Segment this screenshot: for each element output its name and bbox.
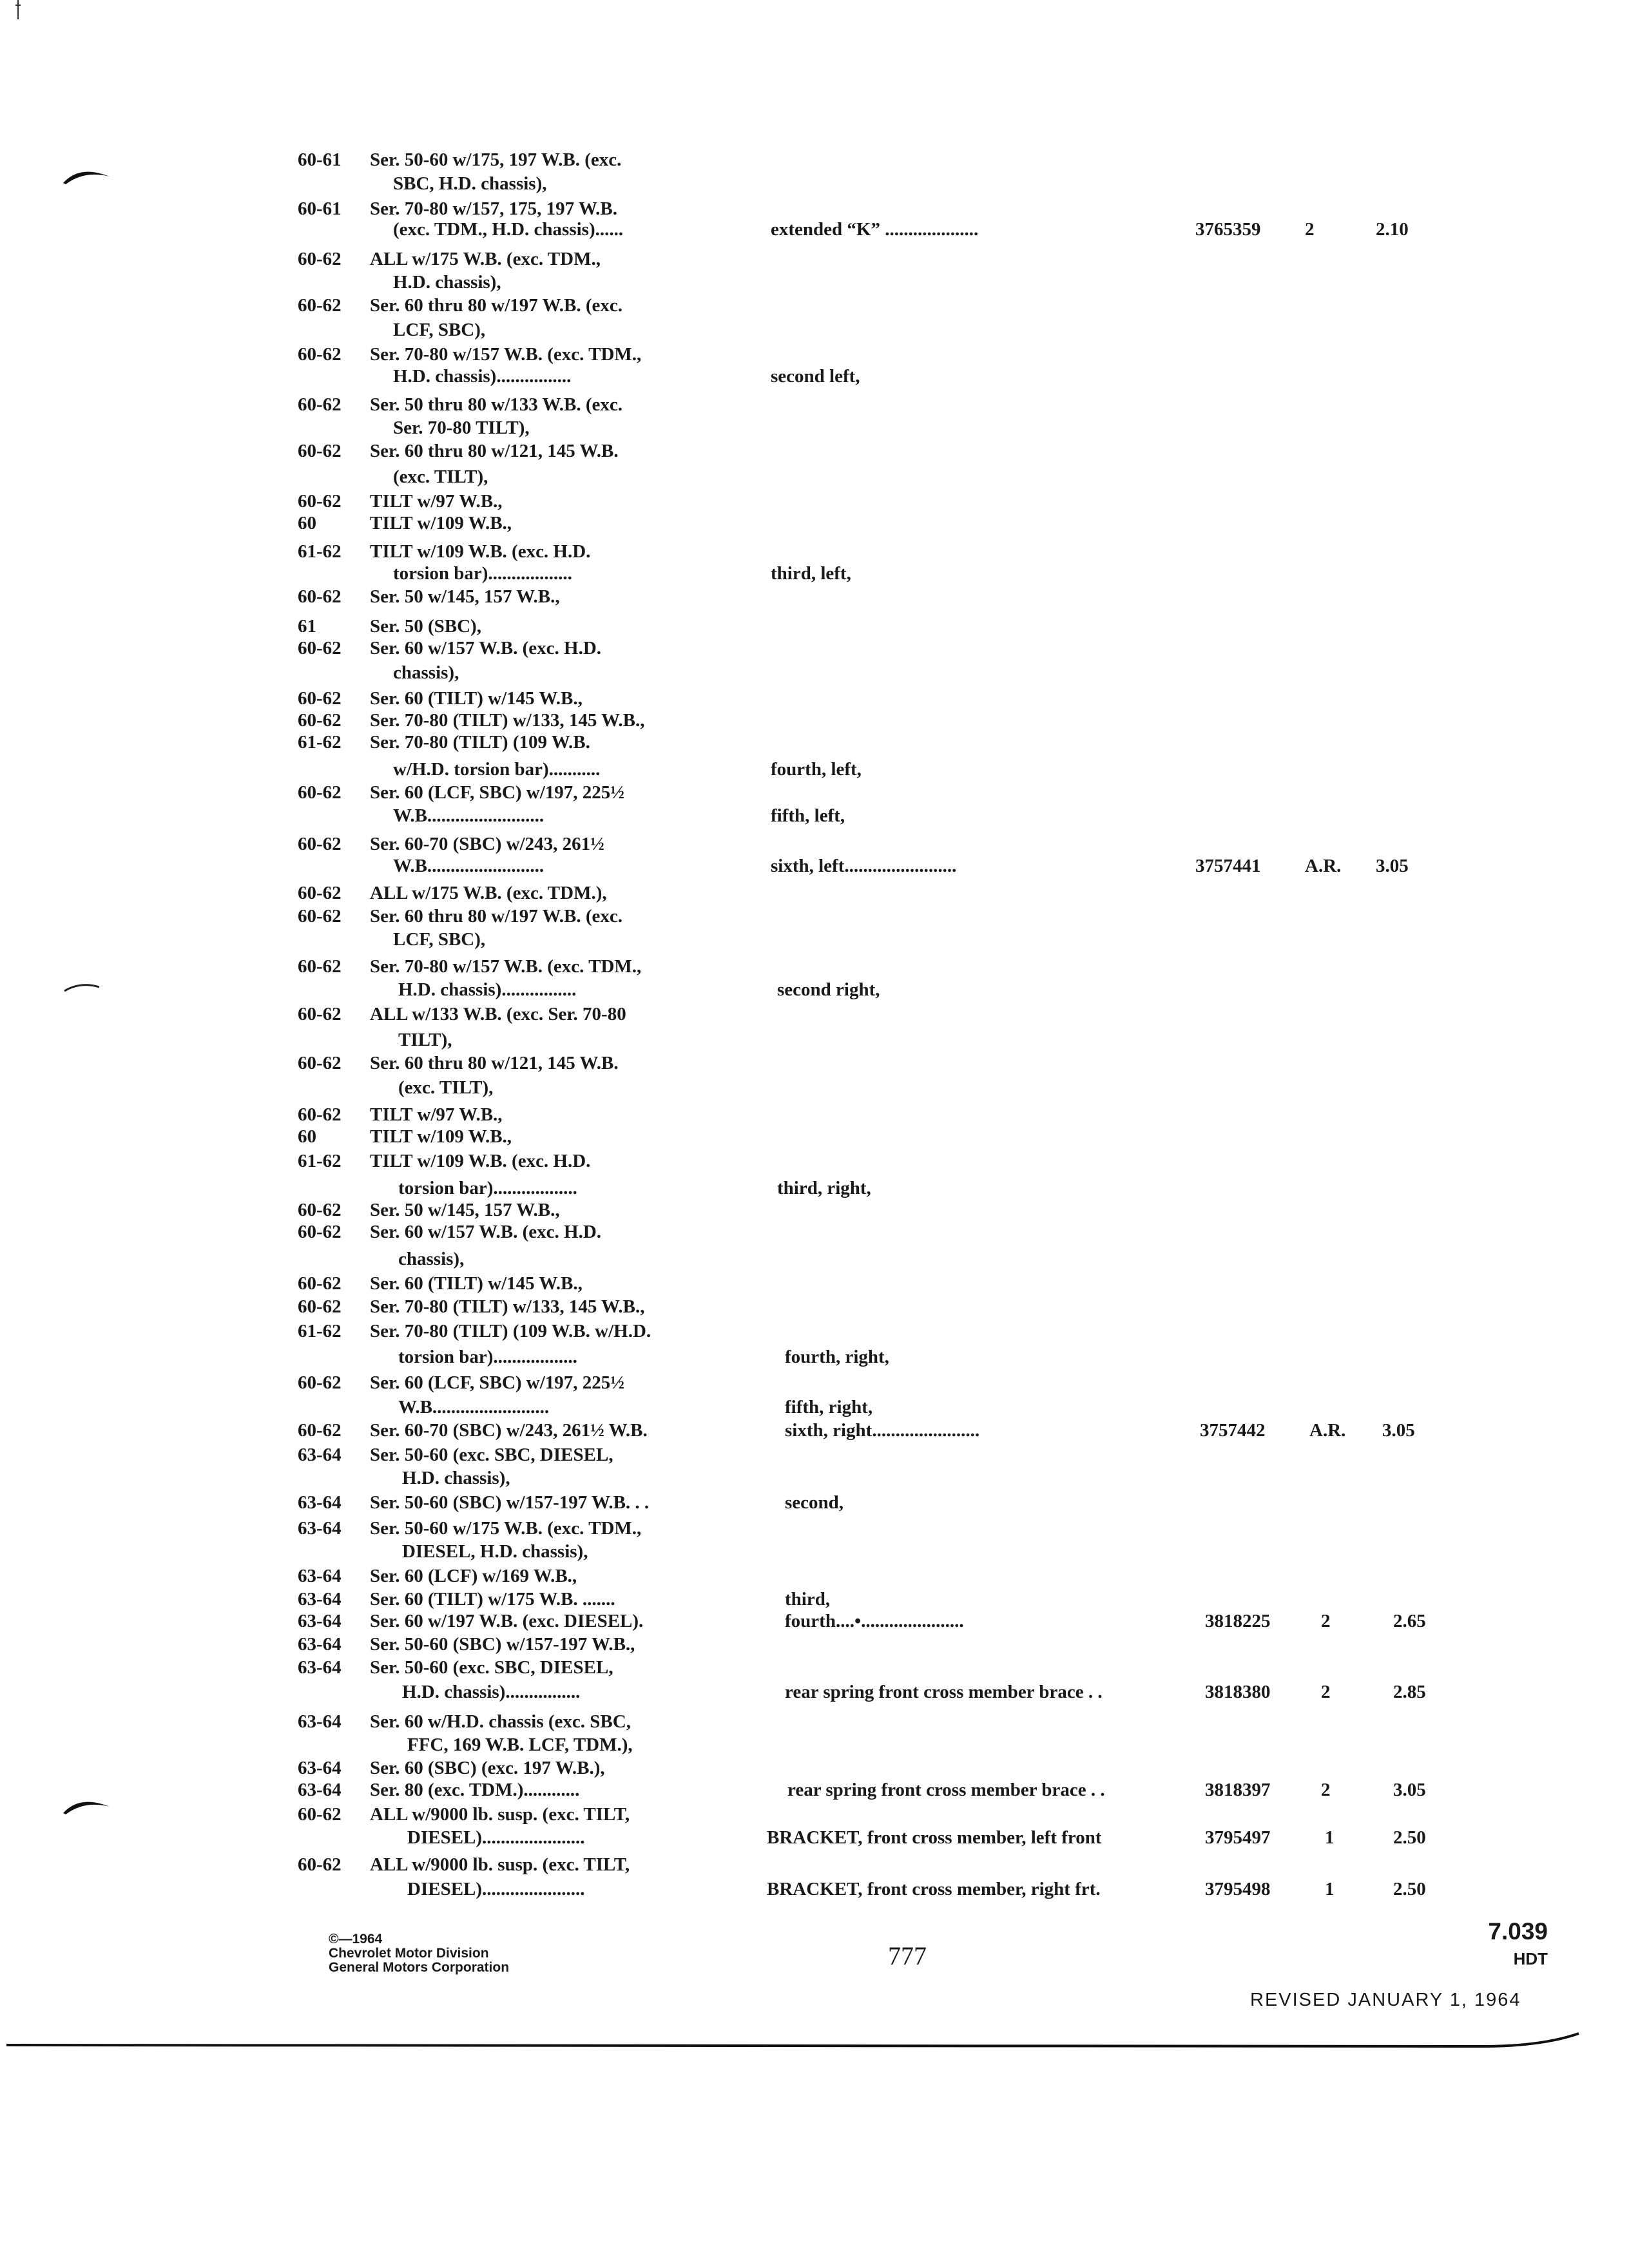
part-description: second right,	[777, 979, 880, 1000]
table-row	[0, 171, 1629, 197]
application-text: Ser. 50 (SBC),	[370, 616, 481, 637]
application-text: Ser. 60 thru 80 w/121, 145 W.B.	[370, 1053, 619, 1073]
application-text: LCF, SBC),	[393, 320, 486, 340]
part-description: fourth....•......................	[785, 1611, 964, 1631]
application-text: Ser. 50 w/145, 157 W.B.,	[370, 586, 560, 607]
application-text: torsion bar)..................	[398, 1347, 577, 1367]
year-range: 60-62	[298, 1804, 342, 1825]
table-row	[0, 1050, 1629, 1076]
table-row	[0, 927, 1629, 952]
application-text: w/H.D. torsion bar)...........	[393, 759, 601, 780]
price: 3.05	[1382, 1420, 1415, 1441]
application-text: Ser. 70-80 TILT),	[393, 418, 530, 438]
part-number: 3757441	[1195, 856, 1261, 876]
year-range: 61-62	[298, 1151, 342, 1171]
application-text: H.D. chassis)................	[402, 1682, 581, 1702]
part-description: fourth, left,	[771, 759, 862, 780]
quantity: 1	[1325, 1879, 1335, 1899]
application-text: TILT w/97 W.B.,	[370, 491, 503, 512]
year-range: 60-62	[298, 638, 342, 658]
application-text: H.D. chassis)................	[398, 979, 577, 1000]
part-number: 3795498	[1205, 1879, 1271, 1899]
quantity: 2	[1321, 1780, 1331, 1800]
application-text: TILT w/109 W.B. (exc. H.D.	[370, 1151, 591, 1171]
application-text: Ser. 60-70 (SBC) w/243, 261½	[370, 834, 604, 854]
table-row	[0, 1370, 1629, 1396]
year-range: 60-62	[298, 710, 342, 731]
application-text: W.B.........................	[393, 856, 545, 876]
application-text: (exc. TDM., H.D. chassis)......	[393, 219, 624, 240]
application-text: Ser. 50-60 w/175, 197 W.B. (exc.	[370, 149, 622, 170]
year-range: 61-62	[298, 541, 342, 562]
application-text: ALL w/175 W.B. (exc. TDM.),	[370, 883, 607, 903]
year-range: 60-62	[298, 956, 342, 977]
application-text: Ser. 60 w/H.D. chassis (exc. SBC,	[370, 1711, 631, 1732]
application-text: Ser. 60 (LCF, SBC) w/197, 225½	[370, 1372, 625, 1393]
table-row	[0, 1802, 1629, 1827]
part-number: 3818397	[1205, 1780, 1271, 1800]
table-row	[0, 660, 1629, 686]
application-text: torsion bar)..................	[398, 1178, 577, 1198]
table-row	[0, 1608, 1629, 1634]
year-range: 63-64	[298, 1566, 342, 1586]
year-range: 60-62	[298, 344, 342, 365]
table-row	[0, 1294, 1629, 1320]
application-text: H.D. chassis),	[402, 1468, 510, 1488]
table-row	[0, 1318, 1629, 1344]
price: 2.50	[1393, 1879, 1426, 1899]
table-row	[0, 635, 1629, 661]
application-text: Ser. 70-80 (TILT) w/133, 145 W.B.,	[370, 710, 645, 731]
application-text: Ser. 70-80 (TILT) (109 W.B. w/H.D.	[370, 1321, 651, 1341]
table-row	[0, 1418, 1629, 1443]
application-text: ALL w/175 W.B. (exc. TDM.,	[370, 249, 601, 269]
application-text: LCF, SBC),	[393, 929, 486, 950]
part-description: second,	[785, 1492, 844, 1513]
year-range: 60	[298, 513, 316, 533]
year-range: 60-61	[298, 198, 342, 219]
table-row	[0, 1852, 1629, 1878]
application-text: Ser. 70-80 w/157, 175, 197 W.B.	[370, 198, 618, 219]
application-text: TILT w/109 W.B. (exc. H.D.	[370, 541, 591, 562]
year-range: 60-62	[298, 1296, 342, 1317]
application-text: TILT),	[398, 1030, 452, 1050]
application-text: Ser. 60-70 (SBC) w/243, 261½ W.B.	[370, 1420, 648, 1441]
application-text: H.D. chassis),	[393, 272, 501, 293]
application-text: Ser. 70-80 w/157 W.B. (exc. TDM.,	[370, 344, 642, 365]
table-row	[0, 216, 1629, 242]
application-text: Ser. 70-80 w/157 W.B. (exc. TDM.,	[370, 956, 642, 977]
part-number: 3818380	[1205, 1682, 1271, 1702]
year-range: 60-62	[298, 1420, 342, 1441]
application-text: Ser. 60 w/157 W.B. (exc. H.D.	[370, 1222, 602, 1242]
table-row	[0, 903, 1629, 929]
table-row	[0, 1001, 1629, 1027]
quantity: 2	[1321, 1611, 1331, 1631]
part-description: third, right,	[777, 1178, 871, 1198]
table-row	[0, 1394, 1629, 1420]
table-row	[0, 1490, 1629, 1515]
price: 2.65	[1393, 1611, 1426, 1631]
application-text: TILT w/109 W.B.,	[370, 1126, 512, 1147]
part-description: BRACKET, front cross member, left front	[767, 1827, 1102, 1848]
year-range: 60-62	[298, 1372, 342, 1393]
application-text: ALL w/9000 lb. susp. (exc. TILT,	[370, 1804, 630, 1825]
application-text: Ser. 60 w/197 W.B. (exc. DIESEL).	[370, 1611, 644, 1631]
part-description: third,	[785, 1589, 831, 1610]
part-number: 3765359	[1195, 219, 1261, 240]
part-number: 3818225	[1205, 1611, 1271, 1631]
table-row	[0, 1246, 1629, 1272]
table-row	[0, 269, 1629, 295]
application-text: Ser. 60 (LCF, SBC) w/197, 225½	[370, 782, 625, 803]
table-row	[0, 880, 1629, 906]
price: 2.50	[1393, 1827, 1426, 1848]
table-row	[0, 1631, 1629, 1657]
table-row	[0, 246, 1629, 272]
page-number: 777	[888, 1941, 927, 1970]
table-row	[0, 147, 1629, 173]
year-range: 61	[298, 616, 316, 637]
application-text: Ser. 50 w/145, 157 W.B.,	[370, 1200, 560, 1220]
table-row	[0, 1709, 1629, 1735]
table-row	[0, 756, 1629, 782]
table-row	[0, 1148, 1629, 1174]
table-row	[0, 464, 1629, 490]
application-text: Ser. 60 (TILT) w/145 W.B.,	[370, 688, 583, 709]
copyright-line: ©—1964	[329, 1932, 383, 1946]
table-row	[0, 977, 1629, 1003]
table-row	[0, 729, 1629, 755]
year-range: 63-64	[298, 1711, 342, 1732]
year-range: 60-62	[298, 883, 342, 903]
application-text: chassis),	[398, 1249, 465, 1269]
part-number: 3795497	[1205, 1827, 1271, 1848]
table-row	[0, 1563, 1629, 1589]
footer-rule	[0, 2030, 1629, 2055]
table-row	[0, 561, 1629, 586]
table-row	[0, 1825, 1629, 1850]
year-range: 60-62	[298, 1222, 342, 1242]
table-row	[0, 1124, 1629, 1149]
section-suffix: HDT	[1513, 1949, 1548, 1968]
price: 3.05	[1376, 856, 1409, 876]
year-range: 60-62	[298, 1053, 342, 1073]
year-range: 60-62	[298, 688, 342, 709]
application-text: Ser. 60 (TILT) w/175 W.B. .......	[370, 1589, 615, 1610]
part-description: fourth, right,	[785, 1347, 889, 1367]
year-range: 61-62	[298, 732, 342, 753]
application-text: DIESEL)......................	[407, 1827, 585, 1848]
corner-mark	[12, 0, 24, 22]
table-row	[0, 415, 1629, 441]
application-text: W.B.........................	[393, 805, 545, 826]
table-row	[0, 1271, 1629, 1296]
price: 3.05	[1393, 1780, 1426, 1800]
table-row	[0, 780, 1629, 805]
application-text: Ser. 70-80 (TILT) w/133, 145 W.B.,	[370, 1296, 645, 1317]
application-text: Ser. 50-60 (SBC) w/157-197 W.B. . .	[370, 1492, 650, 1513]
year-range: 63-64	[298, 1518, 342, 1539]
table-row	[0, 1465, 1629, 1491]
application-text: Ser. 50 thru 80 w/133 W.B. (exc.	[370, 394, 623, 415]
table-row	[0, 584, 1629, 610]
application-text: (exc. TILT),	[398, 1077, 494, 1098]
application-text: TILT w/97 W.B.,	[370, 1104, 503, 1125]
section-code: 7.039	[1488, 1918, 1548, 1945]
table-row	[0, 293, 1629, 318]
application-text: Ser. 60 (LCF) w/169 W.B.,	[370, 1566, 577, 1586]
year-range: 60-61	[298, 149, 342, 170]
part-description: second left,	[771, 366, 860, 387]
table-row	[0, 1515, 1629, 1541]
application-text: Ser. 60 thru 80 w/121, 145 W.B.	[370, 441, 619, 461]
table-row	[0, 1777, 1629, 1803]
price: 2.85	[1393, 1682, 1426, 1702]
application-text: W.B.........................	[398, 1397, 550, 1418]
table-row	[0, 1539, 1629, 1564]
table-row	[0, 1442, 1629, 1468]
table-row	[0, 1655, 1629, 1680]
year-range: 63-64	[298, 1657, 342, 1678]
table-row	[0, 853, 1629, 879]
table-row	[0, 363, 1629, 389]
table-row	[0, 1344, 1629, 1370]
table-row	[0, 1732, 1629, 1758]
year-range: 63-64	[298, 1758, 342, 1778]
application-text: ALL w/9000 lb. susp. (exc. TILT,	[370, 1854, 630, 1875]
part-description: rear spring front cross member brace . .	[785, 1682, 1103, 1702]
quantity: A.R.	[1309, 1420, 1346, 1441]
table-row	[0, 392, 1629, 418]
copyright-division: Chevrolet Motor Division	[329, 1946, 489, 1961]
year-range: 60-62	[298, 1273, 342, 1294]
application-text: Ser. 60 (SBC) (exc. 197 W.B.),	[370, 1758, 605, 1778]
application-text: (exc. TILT),	[393, 466, 488, 487]
year-range: 60-62	[298, 1200, 342, 1220]
application-text: Ser. 60 thru 80 w/197 W.B. (exc.	[370, 295, 623, 316]
year-range: 60-62	[298, 1004, 342, 1024]
application-text: DIESEL, H.D. chassis),	[402, 1541, 588, 1562]
part-description: third, left,	[771, 563, 851, 584]
application-text: Ser. 50-60 (exc. SBC, DIESEL,	[370, 1445, 613, 1465]
part-description: fifth, left,	[771, 805, 845, 826]
table-row	[0, 803, 1629, 829]
application-text: Ser. 60 (TILT) w/145 W.B.,	[370, 1273, 583, 1294]
application-text: torsion bar)..................	[393, 563, 572, 584]
application-text: Ser. 50-60 (exc. SBC, DIESEL,	[370, 1657, 613, 1678]
year-range: 60-62	[298, 834, 342, 854]
year-range: 63-64	[298, 1634, 342, 1655]
table-row	[0, 1876, 1629, 1902]
application-text: FFC, 169 W.B. LCF, TDM.),	[407, 1735, 633, 1755]
part-description: BRACKET, front cross member, right frt.	[767, 1879, 1101, 1899]
year-range: 63-64	[298, 1589, 342, 1610]
part-description: fifth, right,	[785, 1397, 873, 1418]
part-description: extended “K” ....................	[771, 219, 979, 240]
revision-date: REVISED JANUARY 1, 1964	[1250, 1990, 1521, 2010]
quantity: 1	[1325, 1827, 1335, 1848]
application-text: Ser. 50-60 (SBC) w/157-197 W.B.,	[370, 1634, 635, 1655]
table-row	[0, 954, 1629, 979]
table-row	[0, 1027, 1629, 1053]
year-range: 60	[298, 1126, 316, 1147]
application-text: ALL w/133 W.B. (exc. Ser. 70-80	[370, 1004, 626, 1024]
application-text: SBC, H.D. chassis),	[393, 173, 547, 194]
year-range: 60-62	[298, 491, 342, 512]
application-text: Ser. 60 thru 80 w/197 W.B. (exc.	[370, 906, 623, 927]
copyright-corporation: General Motors Corporation	[329, 1960, 510, 1975]
year-range: 60-62	[298, 441, 342, 461]
year-range: 60-62	[298, 394, 342, 415]
year-range: 60-62	[298, 1104, 342, 1125]
year-range: 60-62	[298, 249, 342, 269]
quantity: 2	[1305, 219, 1315, 240]
year-range: 60-62	[298, 906, 342, 927]
table-row	[0, 510, 1629, 536]
table-row	[0, 317, 1629, 343]
part-description: sixth, left........................	[771, 856, 957, 876]
part-number: 3757442	[1200, 1420, 1266, 1441]
part-description: sixth, right.......................	[785, 1420, 980, 1441]
year-range: 60-62	[298, 295, 342, 316]
table-row	[0, 1075, 1629, 1100]
year-range: 60-62	[298, 1854, 342, 1875]
quantity: 2	[1321, 1682, 1331, 1702]
application-text: TILT w/109 W.B.,	[370, 513, 512, 533]
year-range: 63-64	[298, 1611, 342, 1631]
price: 2.10	[1376, 219, 1409, 240]
table-row	[0, 1679, 1629, 1705]
application-text: Ser. 60 w/157 W.B. (exc. H.D.	[370, 638, 602, 658]
application-text: DIESEL)......................	[407, 1879, 585, 1899]
application-text: chassis),	[393, 662, 459, 683]
table-row	[0, 1219, 1629, 1245]
year-range: 63-64	[298, 1445, 342, 1465]
application-text: Ser. 70-80 (TILT) (109 W.B.	[370, 732, 590, 753]
year-range: 61-62	[298, 1321, 342, 1341]
application-text: Ser. 50-60 w/175 W.B. (exc. TDM.,	[370, 1518, 642, 1539]
application-text: Ser. 80 (exc. TDM.)............	[370, 1780, 580, 1800]
year-range: 63-64	[298, 1492, 342, 1513]
year-range: 63-64	[298, 1780, 342, 1800]
year-range: 60-62	[298, 586, 342, 607]
quantity: A.R.	[1305, 856, 1342, 876]
part-description: rear spring front cross member brace . .	[787, 1780, 1105, 1800]
application-text: H.D. chassis)................	[393, 366, 572, 387]
year-range: 60-62	[298, 782, 342, 803]
table-row	[0, 438, 1629, 464]
